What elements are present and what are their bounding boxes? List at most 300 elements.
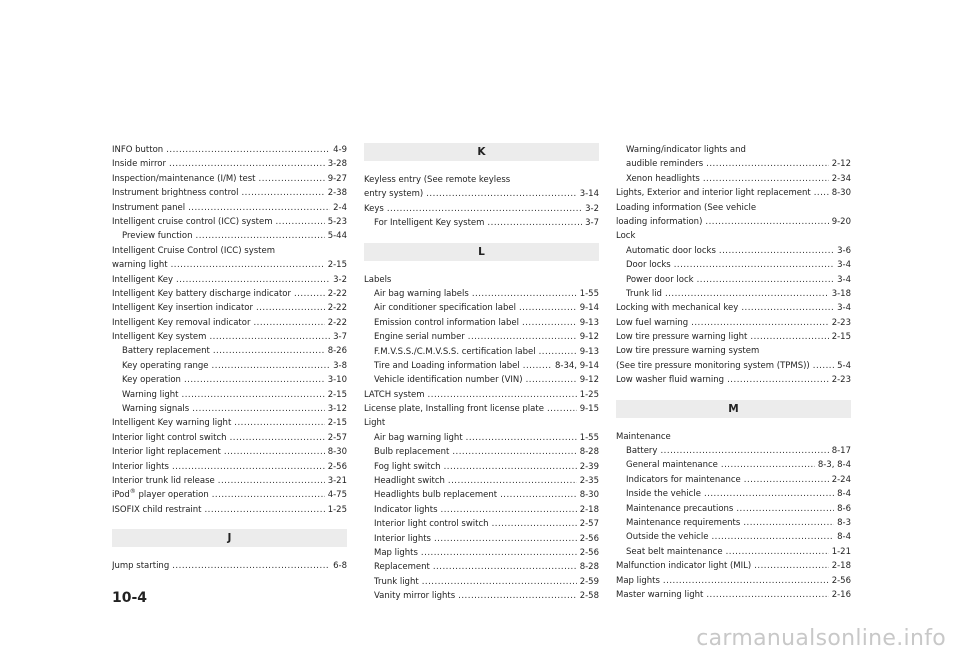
entry-label-text: Interior light replacement <box>112 447 221 458</box>
index-column-2 <box>364 143 599 604</box>
entry-label-text: Labels <box>364 274 392 285</box>
entry-label-text: Map lights <box>374 547 418 558</box>
index-entry <box>112 201 347 215</box>
index-subentry <box>364 460 599 474</box>
dot-leader <box>204 503 324 517</box>
entry-label <box>364 202 384 216</box>
entry-label <box>112 273 173 287</box>
entry-label <box>626 473 741 487</box>
entry-label <box>112 330 206 344</box>
dot-leader <box>539 345 577 359</box>
entry-label-text: Seat belt maintenance <box>626 546 723 557</box>
index-entry <box>112 559 347 573</box>
page-reference[interactable]: 8-30 <box>831 188 851 199</box>
page-reference[interactable]: 1-21 <box>831 546 851 557</box>
entry-label <box>626 273 694 287</box>
index-subentry <box>112 388 347 402</box>
entry-label <box>374 359 520 373</box>
entry-label-text: (See tire pressure monitoring system (TPMS)) <box>616 360 810 371</box>
dot-leader <box>468 330 577 344</box>
page-reference[interactable]: 2-16 <box>831 589 851 600</box>
entry-label-text: loading information) <box>616 216 703 227</box>
entry-label <box>626 157 703 171</box>
page-reference[interactable]: 3-18 <box>831 288 851 299</box>
dot-leader <box>209 330 330 344</box>
page-reference[interactable]: 3-4 <box>837 303 851 314</box>
index-subentry <box>616 244 851 258</box>
entry-label-text: Keys <box>364 203 384 214</box>
dot-leader <box>171 258 325 272</box>
page-reference[interactable]: 8-4 <box>837 489 851 500</box>
page-reference[interactable]: 3-7 <box>585 218 599 229</box>
dot-leader <box>224 445 325 459</box>
index-entry <box>112 186 347 200</box>
entry-label-text: Headlights bulb replacement <box>374 490 498 501</box>
index-entry <box>616 373 851 387</box>
index-subentry <box>364 503 599 517</box>
page-reference[interactable]: 2-15 <box>327 418 347 429</box>
index-entry <box>364 173 599 187</box>
entry-label-text: General maintenance <box>626 460 718 471</box>
entry-label <box>112 287 291 301</box>
entry-label <box>616 574 660 588</box>
entry-label <box>112 157 166 171</box>
entry-label-text: Intelligent Key warning light <box>112 418 232 429</box>
page-reference[interactable]: 2-15 <box>327 260 347 271</box>
dot-leader <box>241 186 324 200</box>
page-number: 10-4 <box>112 590 148 606</box>
entry-label <box>626 458 718 472</box>
page-reference[interactable]: 8-28 <box>579 447 599 458</box>
page-reference[interactable]: 8-30 <box>327 447 347 458</box>
page-reference[interactable]: 1-55 <box>579 288 599 299</box>
dot-leader <box>726 545 829 559</box>
dot-leader <box>253 316 324 330</box>
index-subentry <box>364 216 599 230</box>
dot-leader <box>421 546 577 560</box>
index-entry <box>616 215 851 229</box>
entry-label-text: Interior lights <box>112 461 169 472</box>
entry-label-text: Maintenance requirements <box>626 517 741 528</box>
dot-leader <box>492 517 577 531</box>
index-subentry <box>364 287 599 301</box>
index-subentry <box>364 373 599 387</box>
page-reference[interactable]: 4-75 <box>327 490 347 501</box>
page-reference[interactable]: 8-4 <box>837 532 851 543</box>
entry-label-text: Low tire pressure warning light <box>616 332 748 343</box>
registered-mark: ® <box>129 488 136 496</box>
entry-label-text: Inside mirror <box>112 159 167 170</box>
entry-label-text: Tire and Loading information label <box>374 360 520 371</box>
entry-label-text: Battery replacement <box>122 346 210 357</box>
index-subentry <box>616 502 851 516</box>
entry-label <box>626 530 708 544</box>
page-reference[interactable]: 5-44 <box>327 231 347 242</box>
page-reference[interactable]: 3-14 <box>579 189 599 200</box>
index-subentry <box>616 287 851 301</box>
entry-label <box>374 316 519 330</box>
entry-label <box>374 216 484 230</box>
page-reference[interactable]: 3-12 <box>327 404 347 415</box>
dot-leader <box>727 373 829 387</box>
page-reference[interactable]: 2-56 <box>831 575 851 586</box>
page-reference[interactable]: 2-22 <box>327 303 347 314</box>
page-reference[interactable]: 1-55 <box>579 432 599 443</box>
entry-label <box>626 502 733 516</box>
entry-label <box>112 172 256 186</box>
page-reference[interactable]: 3-4 <box>837 260 851 271</box>
page-reference[interactable]: 9-12 <box>579 375 599 386</box>
entry-label <box>374 575 419 589</box>
page-reference[interactable]: 3-6 <box>837 245 851 256</box>
dot-leader <box>519 301 577 315</box>
page-reference[interactable]: 1-25 <box>579 389 599 400</box>
index-subentry <box>364 359 599 373</box>
entry-label-text: Inside the vehicle <box>626 489 701 500</box>
index-entry <box>112 316 347 330</box>
entry-label-text: Warning light <box>122 389 179 400</box>
entry-label-text: Indicator lights <box>374 504 438 515</box>
index-entry <box>112 287 347 301</box>
entry-label-text: Master warning light <box>616 589 704 600</box>
dot-leader <box>213 344 325 358</box>
page-reference[interactable]: 8-30 <box>579 490 599 501</box>
entry-label <box>112 474 215 488</box>
dot-leader <box>703 172 829 186</box>
entry-label-text: Trunk lid <box>626 288 662 299</box>
page-reference[interactable]: 8-17 <box>831 446 851 457</box>
dot-leader <box>526 373 577 387</box>
index-subentry <box>112 344 347 358</box>
page-reference[interactable]: 8-26 <box>327 346 347 357</box>
dot-leader <box>466 431 577 445</box>
dot-leader <box>422 575 577 589</box>
dot-leader <box>275 215 324 229</box>
dot-leader <box>665 287 829 301</box>
index-entry <box>112 172 347 186</box>
dot-leader <box>705 215 828 229</box>
page-reference[interactable]: 2-56 <box>327 461 347 472</box>
page-reference[interactable]: 5-4 <box>837 360 851 371</box>
entry-label-text: Xenon headlights <box>626 173 700 184</box>
page-reference[interactable]: 2-18 <box>579 504 599 515</box>
entry-label <box>112 488 209 502</box>
page-reference[interactable]: 2-56 <box>579 547 599 558</box>
entry-label <box>122 388 179 402</box>
page-reference[interactable]: 9-27 <box>327 173 347 184</box>
section-heading: L <box>364 243 599 261</box>
entry-label-text: iPod <box>112 490 130 501</box>
entry-label <box>616 359 810 373</box>
page-reference[interactable]: 3-2 <box>585 203 599 214</box>
entry-label <box>374 287 469 301</box>
entry-label-text: Maintenance precautions <box>626 503 734 514</box>
dot-leader <box>172 559 330 573</box>
dot-leader <box>196 229 325 243</box>
dot-leader <box>487 216 582 230</box>
index-entry <box>112 474 347 488</box>
entry-label-text: Locking with mechanical key <box>616 303 739 314</box>
page-reference[interactable]: 2-59 <box>579 576 599 587</box>
entry-label-text: Inspection/maintenance (I/M) test <box>112 173 256 184</box>
entry-label-text: Instrument panel <box>112 202 186 213</box>
entry-label-text: Air conditioner specification label <box>374 303 516 314</box>
page-reference[interactable]: 2-34 <box>831 173 851 184</box>
entry-label <box>364 388 425 402</box>
entry-label <box>374 445 449 459</box>
page-reference[interactable]: 8-28 <box>579 562 599 573</box>
entry-label <box>122 344 210 358</box>
dot-leader <box>660 444 828 458</box>
page-reference[interactable]: 3-21 <box>327 475 347 486</box>
entry-label <box>626 545 723 559</box>
dot-leader <box>814 186 829 200</box>
page-reference[interactable]: 6-8 <box>333 561 347 572</box>
entry-label <box>374 345 536 359</box>
page-reference[interactable]: 2-57 <box>327 432 347 443</box>
entry-label <box>112 215 272 229</box>
page-reference[interactable]: 2-38 <box>327 188 347 199</box>
entry-label <box>374 589 455 603</box>
entry-label-text: Light <box>364 418 386 429</box>
dot-leader <box>697 273 835 287</box>
index-entry <box>616 588 851 602</box>
entry-label-text: Loading information (See vehicle <box>616 202 757 213</box>
page-reference[interactable]: 3-28 <box>327 159 347 170</box>
page-reference[interactable]: 2-15 <box>831 332 851 343</box>
index-subentry <box>364 517 599 531</box>
page-reference[interactable]: 2-18 <box>831 561 851 572</box>
page-reference[interactable]: 8-3, 8-4 <box>817 460 851 471</box>
index-entry <box>364 187 599 201</box>
entry-label-text: F.M.V.S.S./C.M.V.S.S. certification label <box>374 346 536 357</box>
entry-label <box>374 460 441 474</box>
entry-label-text: Vanity mirror lights <box>374 591 456 602</box>
page-reference[interactable]: 8-34, 9-14 <box>555 360 599 371</box>
entry-label-text: Trunk light <box>374 576 419 587</box>
entry-label <box>122 402 189 416</box>
entry-label <box>616 301 738 315</box>
entry-label-text: Warning/indicator lights and <box>626 145 746 155</box>
entry-label <box>626 172 700 186</box>
entry-label-text: entry system) <box>364 189 424 200</box>
index-subentry <box>112 373 347 387</box>
page-reference[interactable]: 2-15 <box>327 389 347 400</box>
entry-label-text: Key operating range <box>122 360 209 371</box>
index-subentry <box>364 330 599 344</box>
page-reference[interactable]: 4-9 <box>333 145 347 155</box>
entry-label-text: Intelligent Key <box>112 274 173 285</box>
index-subentry <box>364 301 599 315</box>
page-reference[interactable]: 2-56 <box>579 533 599 544</box>
page-reference[interactable]: 2-24 <box>831 474 851 485</box>
entry-label <box>112 503 201 517</box>
entry-label-text: LATCH system <box>364 389 425 400</box>
entry-label-text: Lock <box>616 231 636 242</box>
dot-leader <box>706 157 829 171</box>
page-reference[interactable]: 9-13 <box>579 346 599 357</box>
page-reference[interactable]: 9-14 <box>579 303 599 314</box>
entry-label <box>112 431 227 445</box>
entry-label-text: Low tire pressure warning system <box>616 346 760 357</box>
dot-leader <box>458 589 577 603</box>
dot-leader <box>444 460 577 474</box>
page-reference[interactable]: 8-6 <box>837 503 851 514</box>
page-reference[interactable]: 2-35 <box>579 476 599 487</box>
dot-leader <box>294 287 325 301</box>
entry-label-text: Fog light switch <box>374 461 441 472</box>
entry-label-text: ISOFIX child restraint <box>112 504 202 515</box>
index-subentry <box>616 530 851 544</box>
entry-label-text: Interior light control switch <box>112 432 227 443</box>
entry-label-text: Air bag warning labels <box>374 288 469 299</box>
entry-label-text: Key operation <box>122 375 181 386</box>
page-reference[interactable]: 3-8 <box>333 360 347 371</box>
entry-label <box>616 201 756 215</box>
dot-leader <box>188 201 330 215</box>
dot-leader <box>176 273 330 287</box>
dot-leader <box>169 157 325 171</box>
entry-label-text: INFO button <box>112 145 164 155</box>
index-entry <box>112 244 347 258</box>
entry-label-text: Automatic door locks <box>626 245 716 256</box>
entry-label <box>122 359 209 373</box>
entry-label <box>122 229 193 243</box>
entry-label <box>616 215 702 229</box>
dot-leader <box>259 172 325 186</box>
page-reference[interactable]: 2-23 <box>831 375 851 386</box>
dot-leader <box>750 330 828 344</box>
index-subentry <box>616 157 851 171</box>
dot-leader <box>212 488 325 502</box>
index-entry <box>616 301 851 315</box>
dot-leader <box>426 187 576 201</box>
entry-label <box>112 316 250 330</box>
entry-label <box>616 588 703 602</box>
dot-leader <box>754 559 829 573</box>
index-column-1 <box>112 143 347 574</box>
section-heading: M <box>616 400 851 418</box>
entry-label <box>616 559 751 573</box>
page-reference[interactable]: 9-12 <box>579 332 599 343</box>
entry-label-text: Headlight switch <box>374 476 445 487</box>
page-reference[interactable]: 3-10 <box>327 375 347 386</box>
entry-label-text: Low washer fluid warning <box>616 375 725 386</box>
index-subentry <box>616 487 851 501</box>
index-subentry <box>616 444 851 458</box>
index-entry <box>112 488 347 502</box>
page-reference[interactable]: 2-12 <box>831 159 851 170</box>
index-entry <box>364 273 599 287</box>
entry-label-text: Interior lights <box>374 533 431 544</box>
page-reference[interactable]: 5-23 <box>327 216 347 227</box>
page-reference[interactable]: 9-20 <box>831 216 851 227</box>
page-reference[interactable]: 2-58 <box>579 591 599 602</box>
page-reference[interactable]: 8-3 <box>837 517 851 528</box>
dot-leader <box>256 301 325 315</box>
index-subentry <box>364 488 599 502</box>
entry-label <box>616 316 688 330</box>
page-reference[interactable]: 2-23 <box>831 317 851 328</box>
entry-label-text: player operation <box>135 490 209 501</box>
dot-leader <box>719 244 834 258</box>
entry-label-text: Warning signals <box>122 404 190 415</box>
dot-leader <box>172 460 325 474</box>
page-reference[interactable]: 2-57 <box>579 519 599 530</box>
dot-leader <box>744 473 829 487</box>
page-reference[interactable]: 2-22 <box>327 317 347 328</box>
entry-label <box>616 430 671 444</box>
entry-label-text: Interior trunk lid release <box>112 475 215 486</box>
entry-label-text: audible reminders <box>626 159 704 170</box>
entry-label-text: Power door lock <box>626 274 694 285</box>
entry-label <box>374 330 465 344</box>
entry-label-text: Intelligent cruise control (ICC) system <box>112 216 273 227</box>
page-reference[interactable]: 2-22 <box>327 288 347 299</box>
index-subentry <box>616 473 851 487</box>
page-reference[interactable]: 9-15 <box>579 404 599 415</box>
dot-leader <box>182 388 325 402</box>
entry-label <box>626 516 740 530</box>
entry-label <box>626 444 657 458</box>
index-entry <box>112 445 347 459</box>
entry-label <box>374 560 430 574</box>
index-subentry <box>616 458 851 472</box>
index-subentry <box>616 545 851 559</box>
page-reference[interactable]: 3-2 <box>333 274 347 285</box>
page-reference[interactable]: 3-7 <box>333 332 347 343</box>
index-subentry <box>112 229 347 243</box>
entry-label <box>374 532 431 546</box>
page-reference[interactable]: 2-4 <box>333 202 347 213</box>
entry-label-text: Low fuel warning <box>616 317 689 328</box>
index-subentry <box>364 316 599 330</box>
dot-leader <box>166 143 330 157</box>
index-subentry <box>364 445 599 459</box>
page-reference[interactable]: 2-39 <box>579 461 599 472</box>
dot-leader <box>674 258 834 272</box>
entry-label-text: Indicators for maintenance <box>626 474 741 485</box>
entry-label <box>112 258 168 272</box>
entry-label <box>626 143 746 157</box>
page-reference[interactable]: 9-13 <box>579 317 599 328</box>
entry-label <box>112 445 221 459</box>
dot-leader <box>706 588 828 602</box>
index-column-3 <box>616 143 851 602</box>
watermark: carmanualsonline.info <box>696 626 946 651</box>
index-subentry <box>364 345 599 359</box>
page-reference[interactable]: 3-4 <box>837 274 851 285</box>
index-subentry <box>364 431 599 445</box>
index-entry <box>364 388 599 402</box>
dot-leader <box>433 560 577 574</box>
index-entry <box>112 273 347 287</box>
dot-leader <box>192 402 324 416</box>
entry-label-text: Intelligent Key battery discharge indicator <box>112 288 291 299</box>
entry-label <box>364 416 385 430</box>
index-subentry <box>616 273 851 287</box>
index-entry <box>112 330 347 344</box>
entry-label-text: Air bag warning light <box>374 432 463 443</box>
dot-leader <box>522 316 577 330</box>
entry-label <box>374 431 463 445</box>
dot-leader <box>448 474 577 488</box>
index-entry <box>616 359 851 373</box>
entry-label-text: Malfunction indicator light (MIL) <box>616 561 752 572</box>
page-reference[interactable]: 1-25 <box>327 504 347 515</box>
dot-leader <box>663 574 829 588</box>
entry-label <box>112 201 185 215</box>
